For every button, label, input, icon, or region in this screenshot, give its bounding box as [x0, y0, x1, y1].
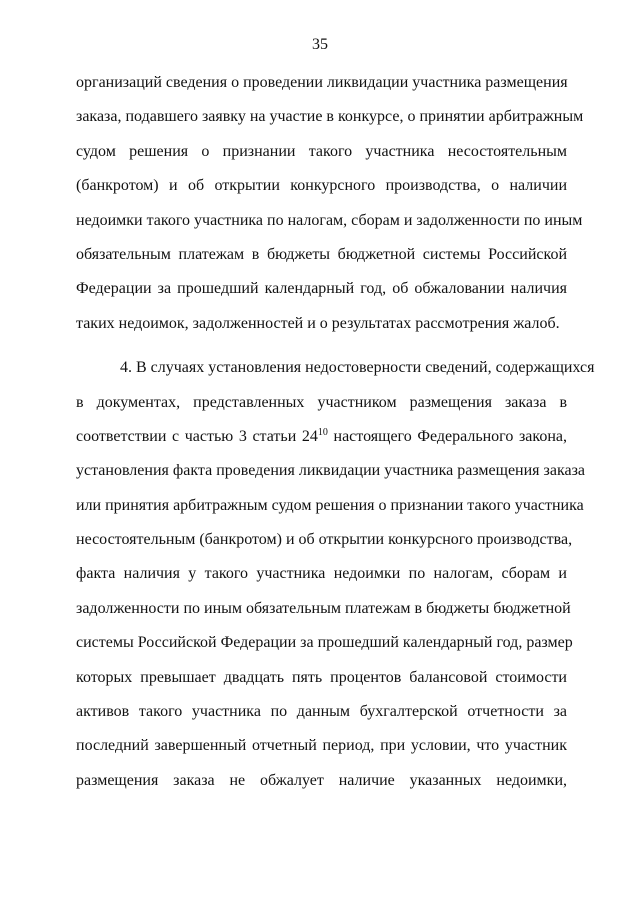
text-line: или принятия арбитражным судом решения о признании такого участника	[76, 496, 584, 514]
text-line: обязательным платежам в бюджеты бюджетной системы Российской	[76, 245, 567, 263]
superscript: 10	[317, 426, 328, 438]
text-line: (банкротом) и об открытии конкурсного производства, о наличии	[76, 177, 567, 195]
text-line: заказа, подавшего заявку на участие в конкурсе, о принятии арбитражным	[76, 108, 584, 126]
text-line: активов такого участника по данным бухгалтерской отчетности за	[76, 703, 567, 721]
text-line: недоимки такого участника по налогам, сборам и задолженности по иным	[76, 211, 583, 229]
text-line: установления факта проведения ликвидации участника размещения заказа	[76, 462, 585, 480]
text-line: 4. В случаях установления недостоверности сведений, содержащихся	[120, 359, 595, 377]
text-line: факта наличия у такого участника недоимки по налогам, сборам и	[76, 565, 567, 583]
text-line: размещения заказа не обжалует наличие указанных недоимки,	[76, 771, 567, 789]
text-line: организаций сведения о проведении ликвидации участника размещения	[76, 74, 568, 91]
text-segment: настоящего Федерального закона,	[327, 427, 568, 445]
text-line: в документах, представленных участником размещения заказа в	[76, 393, 567, 411]
paragraph-1	[76, 66, 584, 341]
text-line: Федерации за прошедший календарный год, об обжаловании наличия	[76, 280, 567, 298]
text-line: таких недоимок, задолженностей и о результатах рассмотрения жалоб.	[76, 314, 560, 332]
text-line-with-superscript	[76, 420, 567, 454]
text-line: судом решения о признании такого участника несостоятельным	[76, 142, 567, 160]
text-line: последний завершенный отчетный период, при условии, что участник	[76, 737, 567, 755]
paragraph-2	[76, 351, 595, 798]
text-line: несостоятельным (банкротом) и об открытии конкурсного производства,	[76, 531, 573, 549]
page-number: 35	[312, 36, 328, 53]
text-line: системы Российской Федерации за прошедший календарный год, размер	[76, 634, 573, 652]
text-line: которых превышает двадцать пять процентов балансовой стоимости	[76, 668, 567, 686]
body-text	[76, 66, 595, 798]
text-line: задолженности по иным обязательным платежам в бюджеты бюджетной	[76, 599, 571, 617]
text-segment: соответствии с частью 3 статьи 24	[76, 427, 318, 445]
